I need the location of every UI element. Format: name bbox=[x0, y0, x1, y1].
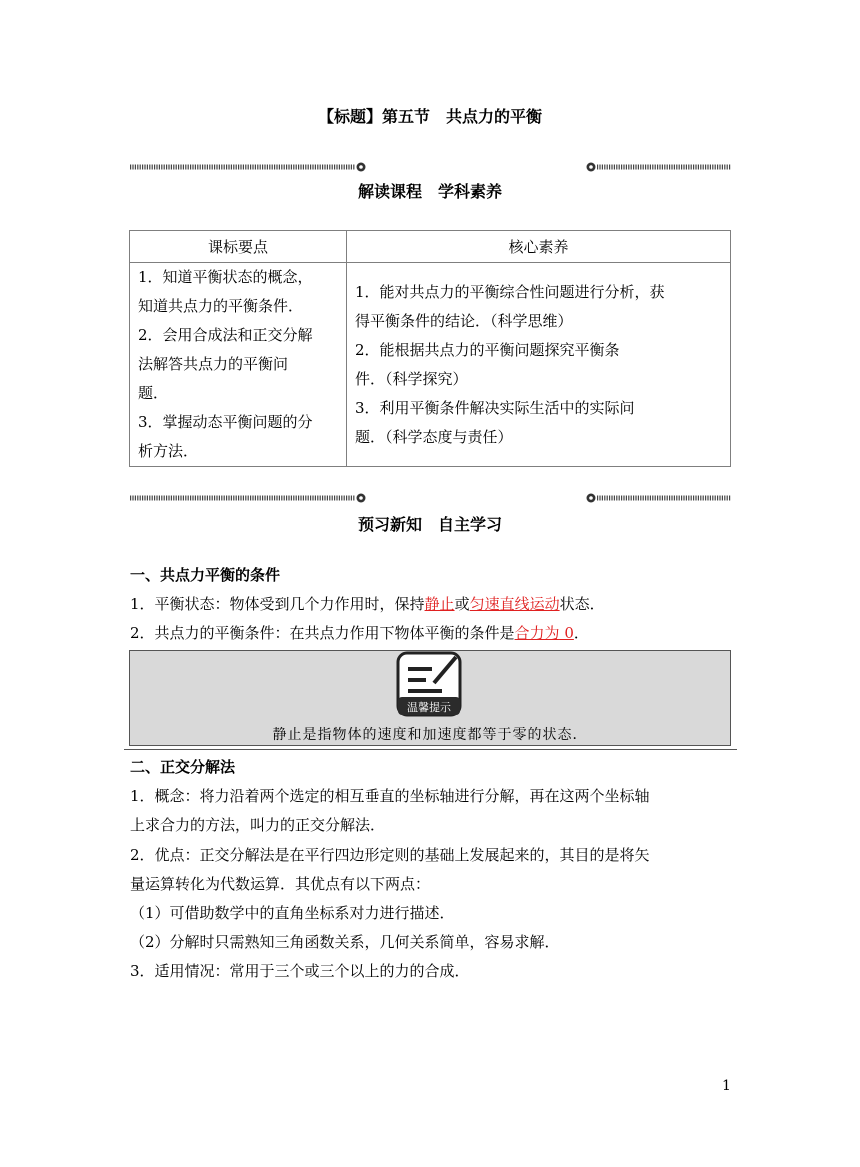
part1-heading: 一、共点力平衡的条件 bbox=[130, 566, 281, 584]
text-span: ． bbox=[573, 624, 589, 642]
section-divider bbox=[130, 160, 731, 174]
note-icon bbox=[396, 651, 462, 717]
cell-line: 析方法． bbox=[138, 442, 199, 460]
cell-line: 2．会用合成法和正交分解 bbox=[138, 326, 313, 344]
tip-divider bbox=[124, 749, 737, 750]
page-title: 【标题】第五节 共点力的平衡 bbox=[317, 107, 542, 126]
table-header: 课标要点 bbox=[130, 231, 347, 263]
section-heading-course: 解读课程 学科素养 bbox=[357, 182, 502, 201]
paragraph-line: 1．概念：将力沿着两个选定的相互垂直的坐标轴进行分解，再在这两个坐标轴 bbox=[130, 787, 650, 805]
answer-highlight: 匀速直线运动 bbox=[469, 595, 560, 613]
paragraph-line: 3．适用情况：常用于三个或三个以上的力的合成． bbox=[130, 962, 470, 980]
cell-line: 得平衡条件的结论．（科学思维） bbox=[355, 311, 573, 330]
cell-line: 法解答共点力的平衡问 bbox=[138, 355, 289, 373]
tip-icon-label: 温馨提示 bbox=[407, 701, 451, 714]
cell-line: 1．知道平衡状态的概念， bbox=[138, 268, 313, 286]
cell-line: 2．能根据共点力的平衡问题探究平衡条 bbox=[355, 340, 620, 359]
table-cell-standards bbox=[130, 263, 347, 467]
table-header-row bbox=[130, 231, 731, 263]
paragraph-line: （2）分解时只需熟知三角函数关系，几何关系简单，容易求解． bbox=[130, 933, 560, 951]
part2-heading: 二、正交分解法 bbox=[130, 758, 236, 776]
section-heading-preview: 预习新知 自主学习 bbox=[357, 515, 502, 534]
tip-text: 静止是指物体的速度和加速度都等于零的状态． bbox=[272, 727, 588, 743]
answer-highlight: 合力为 0 bbox=[514, 624, 574, 642]
cell-line: 知道共点力的平衡条件． bbox=[138, 297, 304, 315]
text-span: 2．共点力的平衡条件：在共点力作用下物体平衡的条件是 bbox=[130, 624, 515, 642]
table-row bbox=[130, 263, 731, 467]
paragraph-balance-state bbox=[130, 594, 605, 614]
paragraph-line: （1）可借助数学中的直角坐标系对力进行描述． bbox=[130, 904, 455, 922]
text-span: 1．平衡状态：物体受到几个力作用时，保持 bbox=[130, 595, 425, 613]
cell-line: 3．掌握动态平衡问题的分 bbox=[138, 413, 313, 431]
text-span: 或 bbox=[454, 595, 470, 613]
text-span: 状态． bbox=[559, 595, 605, 613]
cell-line: 题． bbox=[138, 384, 169, 402]
paragraph-line: 量运算转化为代数运算．其优点有以下两点： bbox=[130, 875, 431, 893]
page-number: 1 bbox=[722, 1078, 731, 1094]
paragraph-balance-condition bbox=[130, 623, 589, 643]
cell-line: 3．利用平衡条件解决实际生活中的实际问 bbox=[355, 398, 635, 417]
cell-line: 件．（科学探究） bbox=[355, 369, 468, 388]
paragraph-line: 上求合力的方法，叫力的正交分解法． bbox=[130, 816, 386, 834]
standards-table bbox=[129, 230, 731, 467]
table-header: 核心素养 bbox=[347, 231, 731, 263]
paragraph-line: 2．优点：正交分解法是在平行四边形定则的基础上发展起来的，其目的是将矢 bbox=[130, 846, 650, 864]
answer-highlight: 静止 bbox=[424, 595, 455, 613]
cell-line: 题．（科学态度与责任） bbox=[355, 427, 513, 446]
cell-line: 1．能对共点力的平衡综合性问题进行分析，获 bbox=[355, 282, 665, 301]
section-divider bbox=[130, 491, 731, 505]
table-cell-competencies bbox=[347, 263, 731, 467]
